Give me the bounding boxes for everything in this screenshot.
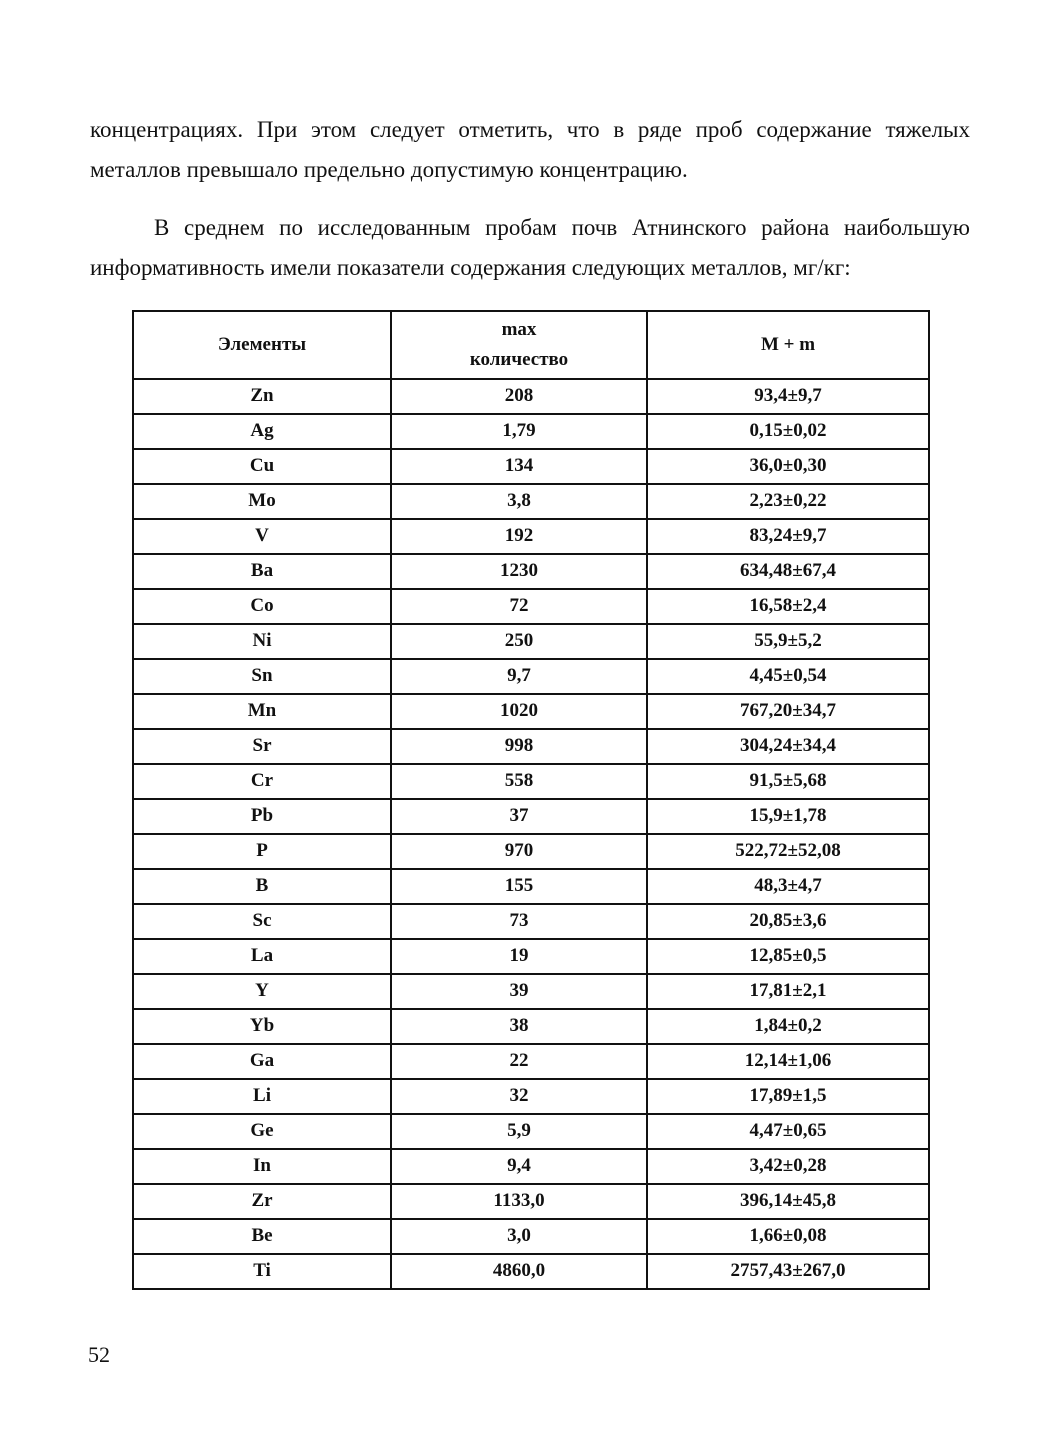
cell-mean: 1,84±0,2 — [647, 1009, 929, 1044]
table-row — [133, 1044, 929, 1079]
table-body — [133, 379, 929, 1289]
cell-max: 73 — [391, 904, 647, 939]
cell-mean: 91,5±5,68 — [647, 764, 929, 799]
cell-mean: 4,47±0,65 — [647, 1114, 929, 1149]
table-row — [133, 1219, 929, 1254]
cell-element: Sr — [133, 729, 391, 764]
cell-element: Ni — [133, 624, 391, 659]
table-row — [133, 939, 929, 974]
cell-max: 4860,0 — [391, 1254, 647, 1289]
cell-max: 1133,0 — [391, 1184, 647, 1219]
header-max-line2: количество — [469, 349, 569, 370]
cell-mean: 15,9±1,78 — [647, 799, 929, 834]
cell-max: 38 — [391, 1009, 647, 1044]
table-row — [133, 624, 929, 659]
cell-max: 72 — [391, 589, 647, 624]
table-row — [133, 1254, 929, 1289]
cell-mean: 16,58±2,4 — [647, 589, 929, 624]
table-row — [133, 554, 929, 589]
table-row — [133, 484, 929, 519]
table-row — [133, 1184, 929, 1219]
cell-max: 192 — [391, 519, 647, 554]
table-row — [133, 729, 929, 764]
cell-mean: 3,42±0,28 — [647, 1149, 929, 1184]
cell-mean: 36,0±0,30 — [647, 449, 929, 484]
cell-max: 208 — [391, 379, 647, 414]
cell-mean: 12,14±1,06 — [647, 1044, 929, 1079]
table-row — [133, 834, 929, 869]
cell-element: In — [133, 1149, 391, 1184]
cell-mean: 522,72±52,08 — [647, 834, 929, 869]
table-row — [133, 449, 929, 484]
cell-max: 9,7 — [391, 659, 647, 694]
cell-element: B — [133, 869, 391, 904]
cell-mean: 17,89±1,5 — [647, 1079, 929, 1114]
cell-mean: 2,23±0,22 — [647, 484, 929, 519]
header-max-line1: max — [501, 319, 537, 340]
table-row — [133, 589, 929, 624]
cell-mean: 396,14±45,8 — [647, 1184, 929, 1219]
cell-element: Pb — [133, 799, 391, 834]
table-row — [133, 1009, 929, 1044]
cell-max: 134 — [391, 449, 647, 484]
cell-max: 1230 — [391, 554, 647, 589]
table-row — [133, 799, 929, 834]
table-row — [133, 694, 929, 729]
table-row — [133, 974, 929, 1009]
cell-mean: 1,66±0,08 — [647, 1219, 929, 1254]
cell-mean: 55,9±5,2 — [647, 624, 929, 659]
cell-element: Mo — [133, 484, 391, 519]
cell-mean: 93,4±9,7 — [647, 379, 929, 414]
cell-max: 3,0 — [391, 1219, 647, 1254]
paragraph-continuation: концентрациях. При этом следует отметить, что в ряде проб содержание тяжелых металлов превышало предельно допустимую концентрацию. — [90, 117, 970, 182]
cell-element: Sn — [133, 659, 391, 694]
cell-max: 155 — [391, 869, 647, 904]
cell-element: Ti — [133, 1254, 391, 1289]
cell-max: 9,4 — [391, 1149, 647, 1184]
cell-element: Yb — [133, 1009, 391, 1044]
header-elements: Элементы — [133, 311, 391, 379]
cell-max: 558 — [391, 764, 647, 799]
cell-mean: 767,20±34,7 — [647, 694, 929, 729]
cell-mean: 48,3±4,7 — [647, 869, 929, 904]
cell-max: 998 — [391, 729, 647, 764]
cell-max: 39 — [391, 974, 647, 1009]
cell-mean: 304,24±34,4 — [647, 729, 929, 764]
cell-max: 5,9 — [391, 1114, 647, 1149]
paragraph-intro: В среднем по исследованным пробам почв Атнинского района наибольшую информативность имели показатели содержания следующих металлов, мг/кг: — [90, 215, 970, 280]
table-row — [133, 414, 929, 449]
metals-table — [132, 310, 930, 1290]
cell-element: Ag — [133, 414, 391, 449]
table-row — [133, 869, 929, 904]
cell-max: 970 — [391, 834, 647, 869]
cell-mean: 17,81±2,1 — [647, 974, 929, 1009]
table-row — [133, 519, 929, 554]
cell-max: 32 — [391, 1079, 647, 1114]
cell-element: Sc — [133, 904, 391, 939]
cell-element: Ge — [133, 1114, 391, 1149]
cell-mean: 4,45±0,54 — [647, 659, 929, 694]
table-row — [133, 1114, 929, 1149]
cell-element: Co — [133, 589, 391, 624]
cell-element: Be — [133, 1219, 391, 1254]
cell-element: Ba — [133, 554, 391, 589]
cell-mean: 0,15±0,02 — [647, 414, 929, 449]
cell-element: Ga — [133, 1044, 391, 1079]
cell-max: 1,79 — [391, 414, 647, 449]
table-row — [133, 904, 929, 939]
cell-max: 37 — [391, 799, 647, 834]
cell-mean: 634,48±67,4 — [647, 554, 929, 589]
table-row — [133, 1149, 929, 1184]
cell-element: P — [133, 834, 391, 869]
table-row — [133, 659, 929, 694]
cell-mean: 12,85±0,5 — [647, 939, 929, 974]
cell-element: Cu — [133, 449, 391, 484]
cell-mean: 2757,43±267,0 — [647, 1254, 929, 1289]
cell-max: 22 — [391, 1044, 647, 1079]
cell-element: La — [133, 939, 391, 974]
header-mean: М + m — [647, 311, 929, 379]
cell-element: V — [133, 519, 391, 554]
table-row — [133, 764, 929, 799]
cell-element: Mn — [133, 694, 391, 729]
cell-element: Zr — [133, 1184, 391, 1219]
header-max — [391, 311, 647, 379]
page-number: 52 — [88, 1342, 110, 1367]
cell-max: 250 — [391, 624, 647, 659]
cell-max: 19 — [391, 939, 647, 974]
cell-mean: 20,85±3,6 — [647, 904, 929, 939]
cell-max: 3,8 — [391, 484, 647, 519]
cell-element: Y — [133, 974, 391, 1009]
table-row — [133, 1079, 929, 1114]
table-header-row — [133, 311, 929, 379]
cell-element: Zn — [133, 379, 391, 414]
table-row — [133, 379, 929, 414]
cell-mean: 83,24±9,7 — [647, 519, 929, 554]
cell-element: Cr — [133, 764, 391, 799]
cell-max: 1020 — [391, 694, 647, 729]
cell-element: Li — [133, 1079, 391, 1114]
